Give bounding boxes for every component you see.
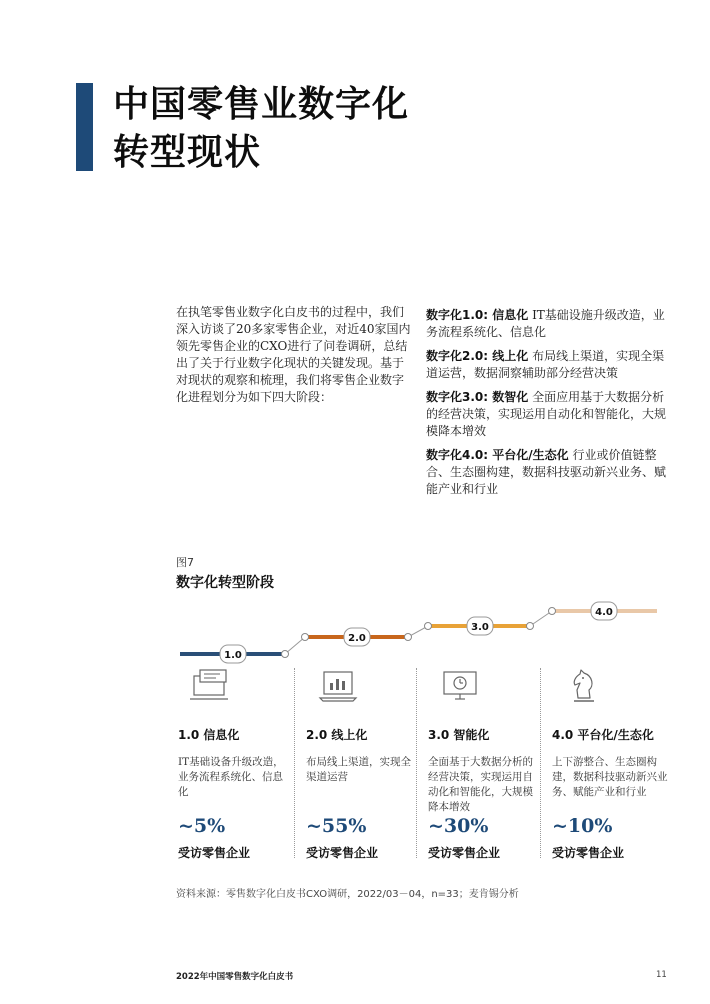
stage-column-title: 1.0 信息化 (178, 728, 240, 742)
step-node (282, 651, 289, 658)
figure-label: 图7 (176, 556, 194, 569)
title-accent-bar (76, 83, 93, 171)
stage-label: 数字化1.0: 信息化 (426, 308, 529, 322)
stage-desc: 布局线上渠道，实现全渠道运营，数据洞察辅助部分经营决策 (426, 349, 665, 380)
stage-definition (426, 307, 676, 341)
stage-column-title: 2.0 线上化 (306, 728, 368, 742)
stage-percentage: ~5% (178, 815, 226, 837)
stage-label: 数字化3.0: 数智化 (426, 390, 529, 404)
stage-definition (426, 447, 676, 498)
step-badge-text: 1.0 (224, 650, 242, 661)
stage-column-desc: IT基础设备升级改造，业务流程系统化、信息化 (178, 756, 284, 798)
page-number: 11 (656, 970, 667, 980)
stage-column-desc: 全面基于大数据分析的经营决策，实现运用自动化和智能化，大规模降本增效 (428, 756, 533, 813)
step-badge-text: 2.0 (348, 633, 366, 644)
source-note: 资料来源：零售数字化白皮书CXO调研，2022/03－04，n=33；麦肯锡分析 (176, 889, 519, 900)
stage-desc: 行业或价值链整合、生态圈构建，数据科技驱动新兴业务、赋能产业和行业 (426, 448, 667, 496)
stage-percentage-label: 受访零售企业 (428, 846, 501, 860)
step-badge-text: 4.0 (595, 607, 613, 618)
step-node (425, 623, 432, 630)
title-line-1: 中国零售业数字化 (113, 83, 410, 125)
step-node (302, 634, 309, 641)
stage-percentage: ~55% (306, 815, 367, 837)
step-badge-3 (467, 617, 493, 635)
stage-percentage-label: 受访零售企业 (306, 846, 379, 860)
title-line-2: 转型现状 (113, 131, 262, 173)
step-badge-2 (344, 628, 370, 646)
step-badge-text: 3.0 (471, 622, 489, 633)
laptop-chart-icon (318, 668, 358, 704)
stage-column-3 (428, 668, 538, 860)
column-divider (540, 668, 542, 858)
stage-column-desc: 上下游整合、生态圈构建，数据科技驱动新兴业务、赋能产业和行业 (552, 756, 668, 798)
step-node (549, 608, 556, 615)
monitor-icon (190, 668, 230, 704)
stage-desc: 全面应用基于大数据分析的经营决策，实现运用自动化和智能化，大规模降本增效 (426, 390, 667, 438)
stage-column-2 (306, 668, 416, 860)
screen-clock-icon (440, 668, 480, 704)
figure-title: 数字化转型阶段 (176, 575, 274, 591)
step-badge-4 (591, 602, 617, 620)
intro-paragraph: 在执笔零售业数字化白皮书的过程中，我们深入访谈了20多家零售企业，对近40家国内领先零售企业的CXO进行了问卷调研，总结出了关于行业数字化现状的关键发现。基于对现状的观察和梳理，我们将零售企业数字化进程划分为如下四大阶段： (176, 305, 411, 404)
stage-percentage-label: 受访零售企业 (178, 846, 251, 860)
chess-knight-icon (564, 668, 604, 704)
stage-percentage-label: 受访零售企业 (552, 846, 625, 860)
stage-definition (426, 348, 676, 382)
column-divider (294, 668, 296, 858)
stage-column-title: 4.0 平台化/生态化 (552, 728, 654, 742)
step-badge-1 (220, 645, 246, 663)
footer-title: 2022年中国零售数字化白皮书 (176, 972, 294, 982)
stage-desc: IT基础设施升级改造，业务流程系统化、信息化 (426, 308, 665, 339)
stage-percentage: ~30% (428, 815, 489, 837)
stage-column-title: 3.0 智能化 (428, 728, 490, 742)
stage-column-1 (178, 668, 288, 860)
stage-definitions (426, 307, 676, 505)
stage-label: 数字化4.0: 平台化/生态化 (426, 448, 569, 462)
stage-percentage: ~10% (552, 815, 613, 837)
page-title (113, 80, 409, 176)
step-node (527, 623, 534, 630)
stage-label: 数字化2.0: 线上化 (426, 349, 529, 363)
stage-steps-diagram (0, 595, 710, 665)
stage-column-4 (552, 668, 672, 860)
stage-definition (426, 389, 676, 440)
step-node (405, 634, 412, 641)
column-divider (416, 668, 418, 858)
stage-column-desc: 布局线上渠道，实现全渠道运营 (306, 756, 411, 783)
